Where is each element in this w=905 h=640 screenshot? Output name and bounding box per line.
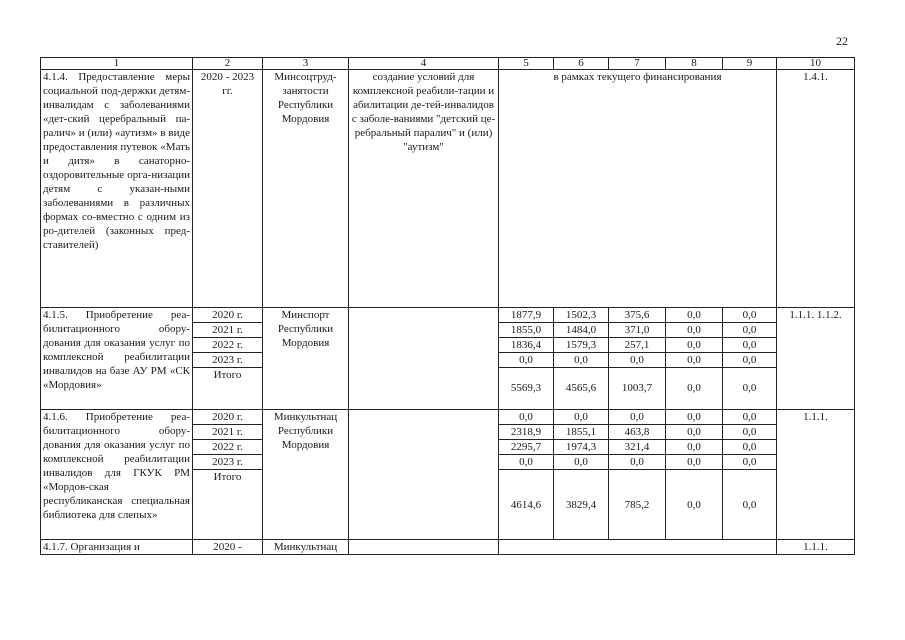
value-cell: 0,0 [666, 308, 723, 323]
value-cell: 0,0 [723, 308, 777, 323]
header-col-9: 9 [723, 58, 777, 70]
total-value: 4565,6 [554, 368, 609, 410]
indicator-code: 1.1.1. [777, 410, 855, 540]
value-cell: 2295,7 [499, 440, 554, 455]
year-cell: 2023 г. [193, 455, 263, 470]
value-cell: 375,6 [609, 308, 666, 323]
value-cell: 1974,3 [554, 440, 609, 455]
value-cell: 0,0 [499, 353, 554, 368]
indicator-code: 1.4.1. [777, 70, 855, 308]
measure-executor: Минкультнац [263, 540, 349, 555]
year-cell: 2022 г. [193, 440, 263, 455]
value-cell: 0,0 [666, 353, 723, 368]
value-cell: 0,0 [554, 353, 609, 368]
value-cell: 0,0 [723, 323, 777, 338]
indicator-code: 1.1.1. 1.1.2. [777, 308, 855, 410]
value-cell: 0,0 [666, 323, 723, 338]
financing-cell [499, 540, 777, 555]
measure-name: 4.1.5. Приобретение реа-билитационного обору-дования для оказания услуг по комплексной реабилитации инвалидов на базе АУ РМ «СК «Мордовия» [41, 308, 193, 410]
value-cell: 0,0 [609, 353, 666, 368]
value-cell: 0,0 [666, 455, 723, 470]
header-row [41, 58, 855, 70]
value-cell: 0,0 [554, 455, 609, 470]
total-value: 1003,7 [609, 368, 666, 410]
header-col-10: 10 [777, 58, 855, 70]
total-label: Итого [193, 470, 263, 540]
value-cell: 2318,9 [499, 425, 554, 440]
measure-name: 4.1.6. Приобретение реа-билитационного обору-дования для оказания услуг по комплексной реабилитации инвалидов для ГКУК РМ «Мордов-ская республиканская специальная библиотека для слепых» [41, 410, 193, 540]
value-cell: 1855,0 [499, 323, 554, 338]
measure-executor: Минкультнац Республики Мордовия [263, 410, 349, 540]
value-cell: 1836,4 [499, 338, 554, 353]
value-cell: 1502,3 [554, 308, 609, 323]
value-cell: 0,0 [723, 425, 777, 440]
table-row [41, 410, 855, 425]
value-cell: 0,0 [609, 410, 666, 425]
header-col-5: 5 [499, 58, 554, 70]
indicator-code: 1.1.1. [777, 540, 855, 555]
measure-goal [349, 410, 499, 540]
measure-goal: создание условий для комплексной реабили-тации и абилитации де-тей-инвалидов с заболе-ваниями "детский це-ребральный паралич" и (или) "аутизм" [349, 70, 499, 308]
header-col-1: 1 [41, 58, 193, 70]
value-cell: 0,0 [666, 410, 723, 425]
measure-goal [349, 540, 499, 555]
total-value: 3829,4 [554, 470, 609, 540]
year-cell: 2021 г. [193, 425, 263, 440]
total-value: 0,0 [666, 368, 723, 410]
value-cell: 0,0 [609, 455, 666, 470]
value-cell: 0,0 [666, 440, 723, 455]
header-col-6: 6 [554, 58, 609, 70]
measure-executor: Минспорт Республики Мордовия [263, 308, 349, 410]
total-value: 4614,6 [499, 470, 554, 540]
total-value: 0,0 [666, 470, 723, 540]
header-col-4: 4 [349, 58, 499, 70]
value-cell: 0,0 [499, 455, 554, 470]
year-cell: 2022 г. [193, 338, 263, 353]
total-label: Итого [193, 368, 263, 410]
value-cell: 257,1 [609, 338, 666, 353]
financing-note: в рамках текущего финансирования [499, 70, 777, 308]
table-row [41, 70, 855, 308]
value-cell: 0,0 [666, 338, 723, 353]
measures-table [40, 57, 855, 555]
value-cell: 0,0 [723, 353, 777, 368]
value-cell: 321,4 [609, 440, 666, 455]
header-col-7: 7 [609, 58, 666, 70]
measure-period: 2020 - [193, 540, 263, 555]
value-cell: 0,0 [666, 425, 723, 440]
value-cell: 0,0 [723, 455, 777, 470]
year-cell: 2020 г. [193, 308, 263, 323]
table-row [41, 540, 855, 555]
table-row [41, 308, 855, 323]
value-cell: 463,8 [609, 425, 666, 440]
year-cell: 2021 г. [193, 323, 263, 338]
measure-goal [349, 308, 499, 410]
value-cell: 0,0 [723, 338, 777, 353]
value-cell: 0,0 [554, 410, 609, 425]
measure-name: 4.1.7. Организация и [41, 540, 193, 555]
value-cell: 1484,0 [554, 323, 609, 338]
year-cell: 2023 г. [193, 353, 263, 368]
value-cell: 1877,9 [499, 308, 554, 323]
value-cell: 1579,3 [554, 338, 609, 353]
value-cell: 371,0 [609, 323, 666, 338]
total-value: 785,2 [609, 470, 666, 540]
value-cell: 1855,1 [554, 425, 609, 440]
header-col-3: 3 [263, 58, 349, 70]
measure-period: 2020 - 2023 гг. [193, 70, 263, 308]
value-cell: 0,0 [723, 410, 777, 425]
total-value: 0,0 [723, 368, 777, 410]
header-col-2: 2 [193, 58, 263, 70]
measure-executor: Минсоцтруд-занятости Республики Мордовия [263, 70, 349, 308]
measure-name: 4.1.4. Предоставление меры социальной под-держки детям-инвалидам с заболеваниями «дет-ский церебральный па-ралич» и (или) «аутизм» в виде предоставления путевок «Мать и дитя» в санаторно-оздоровительные орга-низации детям с указан-ными заболеваниями в различных формах со-вместно с одним из ро-дителей (законных пред-ставителей) [41, 70, 193, 308]
total-value: 5569,3 [499, 368, 554, 410]
total-value: 0,0 [723, 470, 777, 540]
value-cell: 0,0 [499, 410, 554, 425]
value-cell: 0,0 [723, 440, 777, 455]
page-number: 22 [836, 34, 848, 48]
header-col-8: 8 [666, 58, 723, 70]
year-cell: 2020 г. [193, 410, 263, 425]
